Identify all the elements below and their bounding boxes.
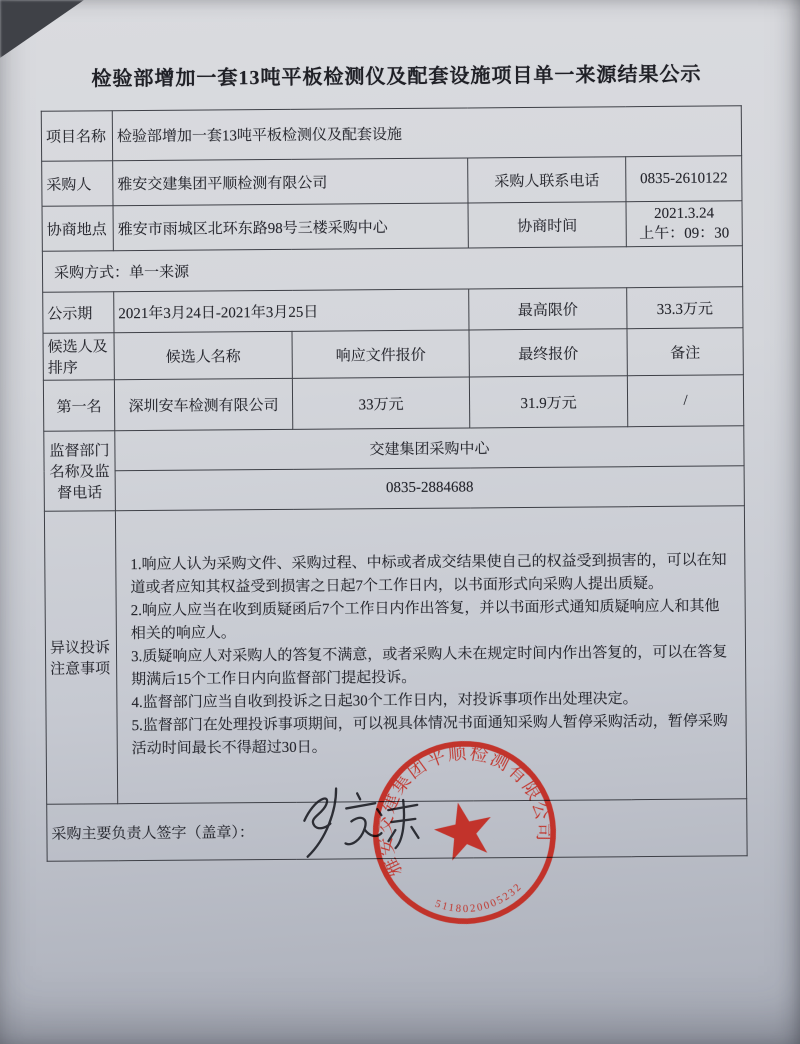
procurement-method: 采购方式：单一来源 [42, 246, 742, 292]
negotiation-place-label: 协商地点 [42, 206, 113, 252]
col-header-doc-price: 响应文件报价 [292, 330, 469, 378]
seal-company-text: 雅安交建集团平顺检测有限公司 [374, 742, 554, 880]
document-title: 检验部增加一套13吨平板检测仪及配套设施项目单一来源结果公示 [91, 63, 702, 91]
max-price-label: 最高限价 [469, 288, 627, 330]
seal-number-text: 5118020005232 [433, 880, 525, 916]
negotiation-time-label: 协商时间 [468, 202, 626, 248]
max-price-value: 33.3万元 [627, 287, 743, 329]
purchaser-label: 采购人 [42, 161, 113, 207]
negotiation-time-value [626, 201, 742, 247]
col-header-final-price: 最终报价 [469, 329, 627, 377]
row-purchaser [42, 156, 742, 206]
row-supervision-phone [44, 466, 744, 511]
notice-item-5: 5.监督部门在处理投诉事项期间，可以视具体情况书面通知采购人暂停采购活动，暂停采购活动时间最长不得超过30日。 [131, 712, 728, 757]
col-header-candidate-name: 候选人名称 [114, 331, 292, 379]
notice-text-cell [115, 506, 746, 804]
row-project-name [41, 106, 741, 161]
row-notice [44, 506, 746, 804]
supervision-phone: 0835-2884688 [115, 466, 744, 511]
col-header-remark: 备注 [627, 328, 743, 376]
first-place-rank: 第一名 [43, 380, 114, 432]
project-name-value: 检验部增加一套13吨平板检测仪及配套设施 [112, 106, 741, 161]
notice-item-3: 3.质疑响应人对采购人的答复不满意，或者采购人未在规定时间内作出答复的，可以在答复期满后15个工作日内向监督部门提起投诉。 [130, 643, 728, 688]
notice-label: 异议投诉注意事项 [44, 511, 117, 805]
row-signature [47, 799, 747, 861]
purchaser-phone-value: 0835-2610122 [626, 156, 742, 202]
purchaser-phone-label: 采购人联系电话 [468, 157, 626, 203]
first-place-final-price: 31.9万元 [469, 376, 627, 428]
negotiation-date: 2021.3.24 [654, 205, 715, 222]
signature-row-label: 采购主要负责人签字（盖章）： [47, 799, 747, 861]
purchaser-value: 雅安交建集团平顺检测有限公司 [113, 158, 468, 206]
first-place-name: 深圳安车检测有限公司 [114, 378, 292, 430]
row-negotiation [42, 201, 742, 251]
publicity-period-value: 2021年3月24日-2021年3月25日 [114, 289, 469, 333]
notice-item-1: 1.响应人认为采购文件、采购过程、中标或者成交结果使自己的权益受到损害的，可以在知道或者应知其权益受到损害之日起7个工作日内，以书面形式向采购人提出质疑。 [130, 551, 727, 596]
row-method [42, 246, 742, 292]
row-supervision-dept [44, 426, 744, 471]
supervision-dept: 交建集团采购中心 [115, 426, 744, 471]
negotiation-clock: 上午：09：30 [639, 225, 730, 243]
negotiation-place-value: 雅安市雨城区北环东路98号三楼采购中心 [113, 203, 468, 251]
row-publicity-period [43, 287, 743, 333]
notice-item-2: 2.响应人应当在收到质疑函后7个工作日内作出答复，并以书面形式通知质疑响应人和其他相关的响应人。 [130, 597, 720, 642]
supervision-label: 监督部门名称及监督电话 [44, 431, 116, 512]
row-candidates-header [43, 328, 743, 380]
first-place-remark: / [627, 375, 743, 427]
result-publicity-table [41, 105, 748, 861]
row-first-place [43, 375, 743, 431]
notice-item-4: 4.监督部门应当自收到投诉之日起30个工作日内，对投诉事项作出处理决定。 [131, 690, 638, 711]
candidates-label: 候选人及排序 [43, 333, 114, 381]
publicity-period-label: 公示期 [43, 292, 114, 334]
first-place-doc-price: 33万元 [292, 377, 469, 429]
project-name-label: 项目名称 [41, 111, 112, 162]
